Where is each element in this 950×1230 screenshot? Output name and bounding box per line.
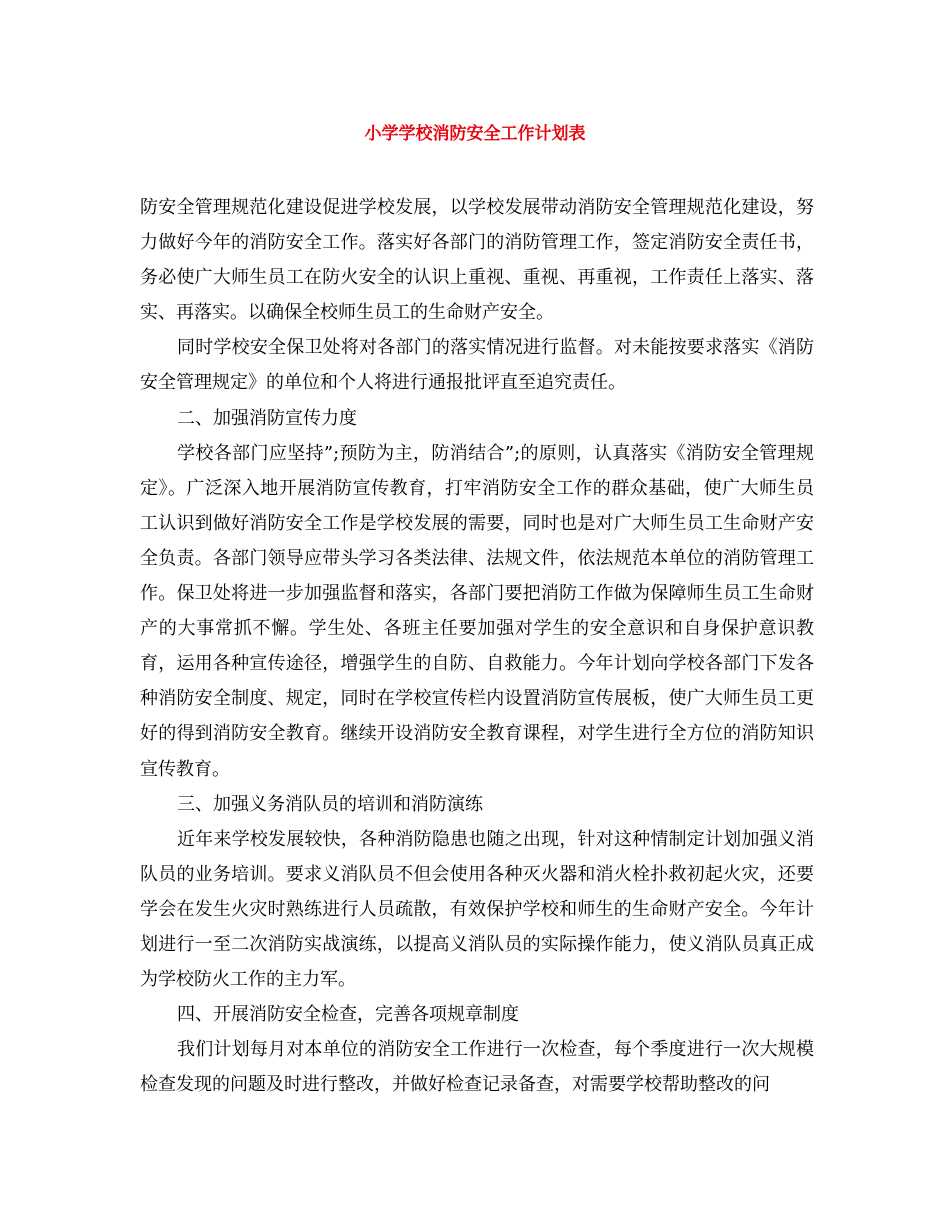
paragraph-inspection: 我们计划每月对本单位的消防安全工作进行一次检查，每个季度进行一次大规模检查发现的问题及时进行整改，并做好检查记录备查，对需要学校帮助整改的问 — [140, 1039, 814, 1096]
section-heading-3: 三、加强义务消队员的培训和消防演练 — [177, 793, 483, 815]
section-heading-2: 二、加强消防宣传力度 — [177, 407, 357, 429]
document-body — [140, 190, 814, 1102]
paragraph-training: 近年来学校发展较快，各种消防隐患也随之出现，针对这种情制定计划加强义消队员的业务培训。要求义消队员不但会使用各种灭火器和消火栓扑救初起火灾，还要学会在发生火灾时熟练进行人员疏散，有效保护学校和师生的生命财产安全。今年计划进行一至二次消防实战演练，以提高义消队员的实际操作能力，使义消队员真正成为学校防火工作的主力军。 — [140, 828, 814, 991]
paragraph-intro: 防安全管理规范化建设促进学校发展，以学校发展带动消防安全管理规范化建设，努力做好今年的消防安全工作。落实好各部门的消防管理工作，签定消防安全责任书，务必使广大师生员工在防火安全的认识上重视、重视、再重视，工作责任上落实、落实、再落实。以确保全校师生员工的生命财产安全。 — [140, 197, 814, 324]
paragraph-publicity: 学校各部门应坚持”;预防为主，防消结合”;的原则，认真落实《消防安全管理规定》。广泛深入地开展消防宣传教育，打牢消防安全工作的群众基础，使广大师生员工认识到做好消防安全工作是学校发展的需要，同时也是对广大师生员工生命财产安全负责。各部门领导应带头学习各类法律、法规文件，依法规范本单位的消防管理工作。保卫处将进一步加强监督和落实，各部门要把消防工作做为保障师生员工生命财产的大事常抓不懈。学生处、各班主任要加强对学生的安全意识和自身保护意识教育，运用各种宣传途径，增强学生的自防、自救能力。今年计划向学校各部门下发各种消防安全制度、规定，同时在学校宣传栏内设置消防宣传展板，使广大师生员工更好的得到消防安全教育。继续开设消防安全教育课程，对学生进行全方位的消防知识宣传教育。 — [140, 442, 814, 780]
section-heading-4: 四、开展消防安全检查，完善各项规章制度 — [177, 1004, 519, 1026]
document-title: 小学学校消防安全工作计划表 — [364, 124, 586, 144]
paragraph-supervision: 同时学校安全保卫处将对各部门的落实情况进行监督。对未能按要求落实《消防安全管理规定》的单位和个人将进行通报批评直至追究责任。 — [140, 337, 814, 394]
